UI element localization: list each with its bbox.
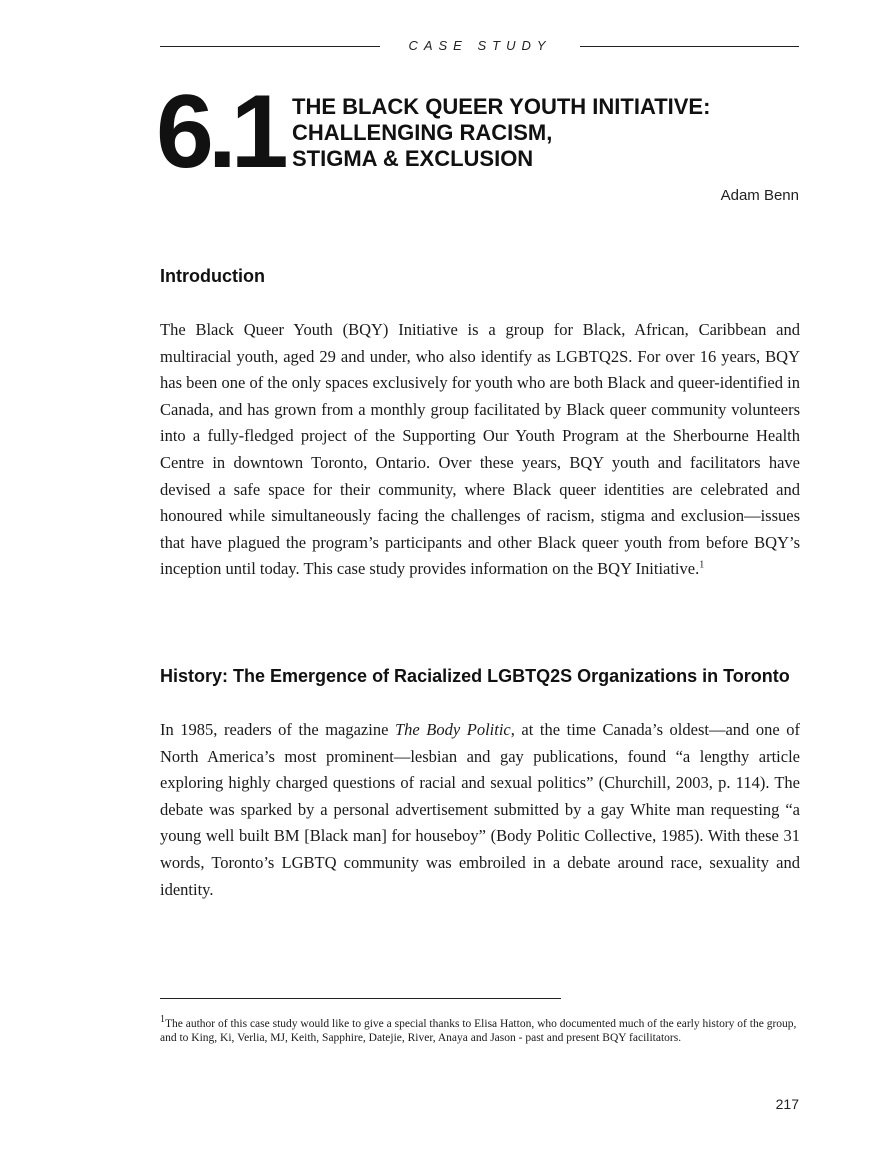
author-name: Adam Benn [720,187,799,204]
running-header-label: CASE STUDY [408,38,552,53]
chapter-title-line-2: CHALLENGING RACISM, [292,120,553,145]
section-heading-history: History: The Emergence of Racialized LGBTQ2S Organizations in Toronto [160,666,790,686]
footnote-reference: 1 [699,559,705,571]
header-rule-right [580,46,799,47]
chapter-title-line-3: STIGMA & EXCLUSION [292,146,534,171]
chapter-title-line-1: THE BLACK QUEER YOUTH INITIATIVE: [292,94,711,119]
footnote-separator [160,998,561,999]
page-number: 217 [775,1096,799,1112]
introduction-paragraph [160,317,800,583]
footnote [160,1014,800,1045]
history-text-before: In 1985, readers of the magazine [160,720,395,739]
history-paragraph [160,717,800,903]
introduction-text: The Black Queer Youth (BQY) Initiative is a group for Black, African, Caribbean and multiracial youth, aged 29 and under, who also identify as LGBTQ2S. For over 16 years, BQY has been one of the only spaces exclusively for youth who are both Black and queer-identified in Canada, and has grown from a monthly group facilitated by Black queer community volunteers into a fully-fledged project of the Supporting Our Youth Program at the Sherbourne Health Centre in downtown Toronto, Ontario. Over these years, BQY youth and facilitators have devised a safe space for their community, where Black queer identities are celebrated and honoured while simultaneously facing the challenges of racism, stigma and exclusion—issues that have plagued the program’s participants and other Black queer youth from before BQY’s inception until today. This case study provides information on the BQY Initiative. [160,320,800,579]
footnote-text: The author of this case study would like to give a special thanks to Elisa Hatton, who documented much of the early history of the group, and to King, Ki, Verlia, MJ, Keith, Sapphire, Datejie, River, Anaya and Jason - past and present BQY facilitators. [160,1018,797,1044]
footnote-marker: 1 [160,1014,165,1026]
chapter-title [292,94,812,172]
chapter-number: 6.1 [156,74,283,190]
magazine-title: The Body Politic [394,720,511,739]
history-text-after: , at the time Canada’s oldest—and one of North America’s most prominent—lesbian and gay publications, found “a lengthy article exploring highly charged questions of racial and sexual politics” (Churchill, 2003, p. 114). The debate was sparked by a personal advertisement submitted by a gay White man requesting “a young well built BM [Black man] for houseboy” (Body Politic Collective, 1985). With these 31 words, Toronto’s LGBTQ community was embroiled in a debate around race, sexuality and identity. [160,720,800,899]
header-rule-left [160,46,380,47]
section-heading-introduction: Introduction [160,266,265,286]
